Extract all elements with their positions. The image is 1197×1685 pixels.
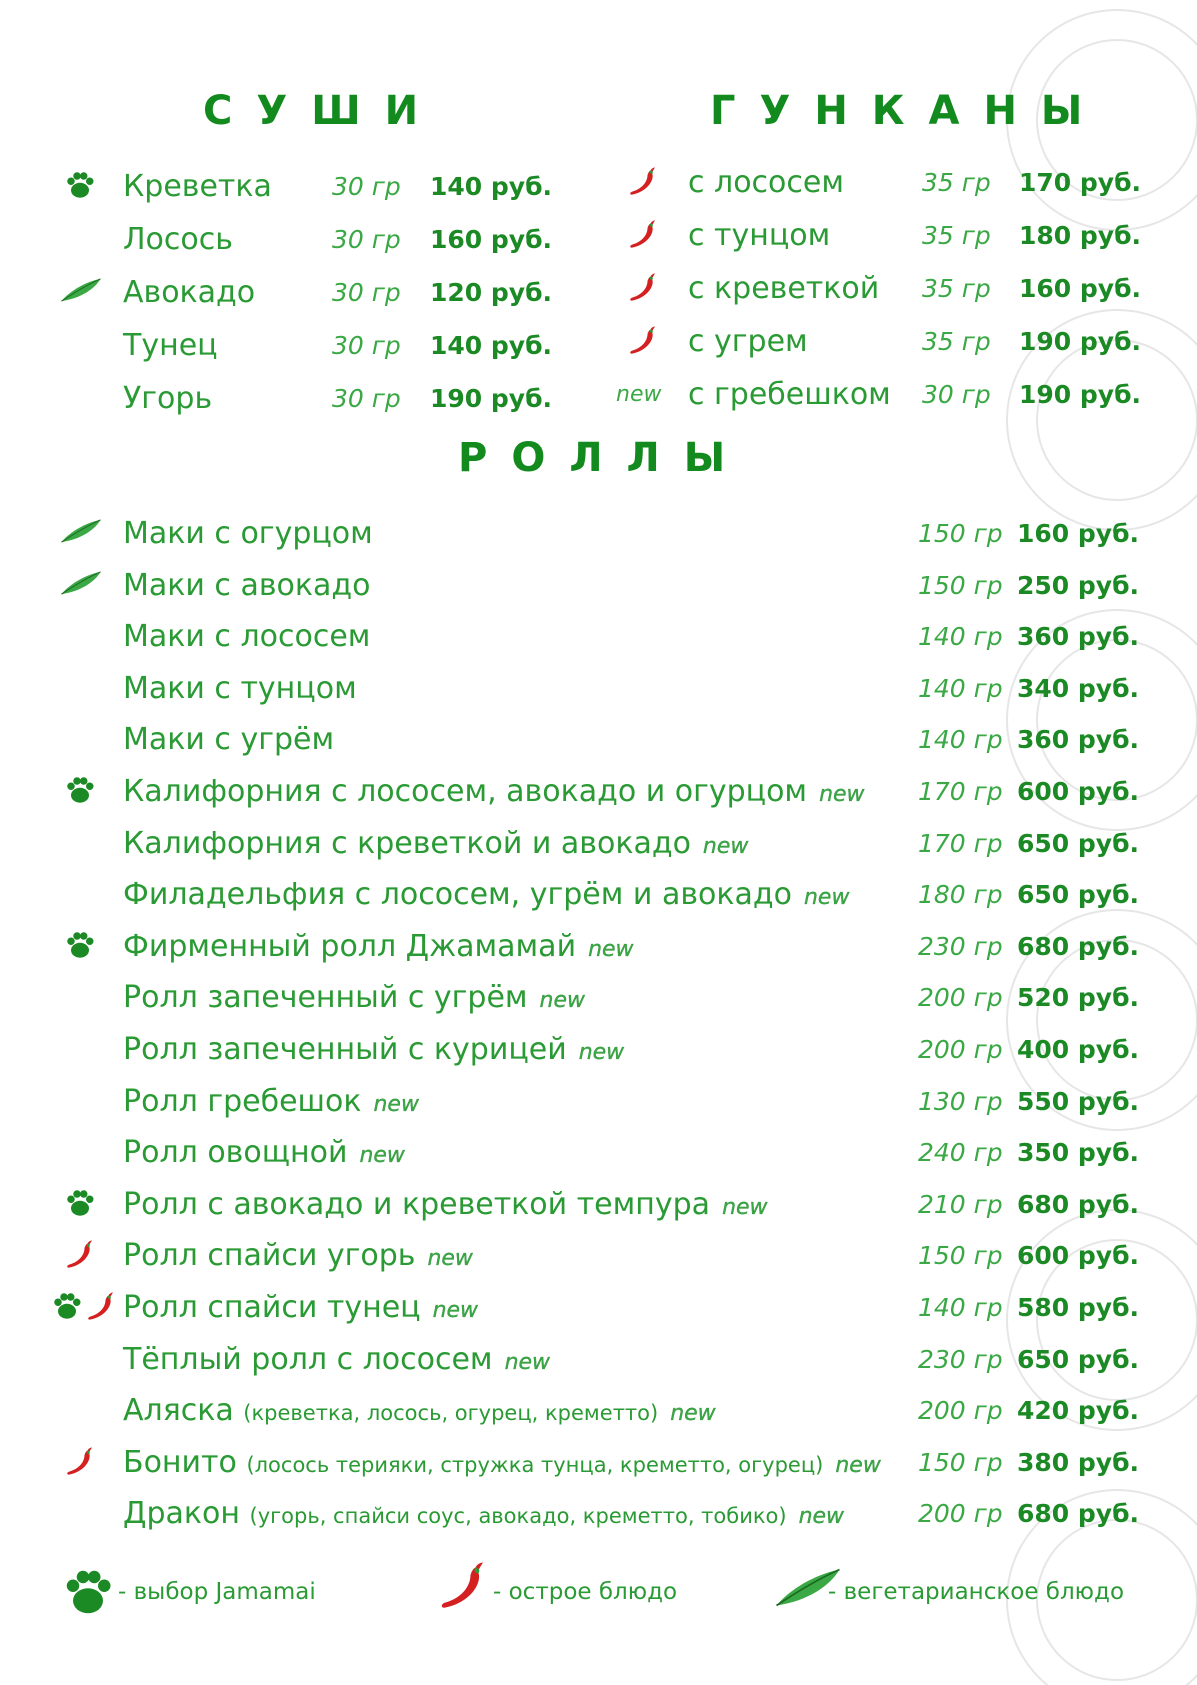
item-weight: 140 гр: [918, 725, 1003, 755]
item-name: с угрем: [688, 324, 808, 359]
item-price: 180 руб.: [1019, 221, 1142, 250]
roll-name: Ролл спайси тунец: [123, 1290, 421, 1325]
new-badge: new: [359, 1143, 405, 1169]
roll-name: Маки с тунцом: [123, 670, 357, 706]
item-price: 650 руб.: [1017, 1344, 1140, 1374]
paw-icon: [65, 930, 99, 964]
roll-name: Калифорния с лососем, авокадо и огурцом: [123, 774, 808, 809]
item-name: [123, 715, 334, 765]
roll-name: Бонито: [123, 1444, 237, 1480]
legend-leaf-label: - вегетарианское блюдо: [828, 1579, 1125, 1605]
item-weight: 230 гр: [918, 1344, 1003, 1374]
roll-name: Ролл запеченный с угрём: [123, 980, 528, 1016]
new-badge: new: [803, 885, 850, 911]
roll-name: Ролл спайси угорь: [123, 1238, 416, 1274]
chili-icon: [86, 1291, 120, 1325]
new-badge: new: [504, 1349, 551, 1375]
roll-name: Ролл с авокадо и креветкой темпура: [123, 1186, 711, 1222]
roll-name: Ролл гребешок: [123, 1083, 362, 1119]
new-badge: new: [432, 1298, 479, 1323]
item-name: [123, 973, 585, 1026]
item-name: [123, 870, 849, 923]
leaf-icon: [60, 569, 94, 603]
heading-sushi: СУШИ: [203, 88, 443, 134]
item-price: 160 руб.: [1019, 274, 1142, 303]
gunkan-item: [0, 317, 1197, 367]
item-price: 160 руб.: [1017, 519, 1140, 548]
item-price: 360 руб.: [1017, 725, 1140, 755]
item-price: 600 руб.: [1017, 1241, 1140, 1271]
item-name: [123, 561, 370, 611]
heading-rolls: РОЛЛЫ: [458, 435, 750, 481]
new-badge: new: [722, 1194, 768, 1220]
new-badge: new: [373, 1091, 419, 1117]
roll-description: (угорь, спайси соус, авокадо, креметто, тобико): [249, 1504, 787, 1529]
item-price: 120 руб.: [430, 278, 553, 307]
item-name: [123, 922, 634, 975]
item-name: [123, 1489, 844, 1542]
roll-name: Маки с огурцом: [123, 516, 373, 551]
item-name: [123, 1180, 768, 1233]
new-badge: new: [578, 1040, 625, 1065]
roll-name: Дракон: [123, 1496, 240, 1532]
item-price: 190 руб.: [430, 384, 553, 413]
item-price: 680 руб.: [1017, 1499, 1140, 1529]
item-name: [123, 1438, 881, 1491]
item-price: 360 руб.: [1017, 622, 1140, 652]
item-weight: 180 гр: [918, 880, 1003, 910]
roll-item: [0, 1283, 1197, 1333]
roll-item: [0, 561, 1197, 611]
gunkan-item: [0, 158, 1197, 208]
item-weight: 140 гр: [918, 1293, 1003, 1322]
roll-item: [0, 715, 1197, 765]
leaf-icon: [60, 517, 94, 551]
roll-name: Фирменный ролл Джамамай: [123, 928, 577, 964]
roll-name: Аляска: [123, 1393, 234, 1429]
new-badge: new: [616, 382, 662, 407]
item-price: 190 руб.: [1019, 380, 1142, 409]
item-name: [123, 1386, 716, 1439]
roll-item: [0, 922, 1197, 972]
roll-item: [0, 664, 1197, 714]
roll-item: [0, 1438, 1197, 1488]
item-name: [123, 1283, 478, 1336]
paw-icon: [65, 1188, 99, 1222]
item-name: [123, 1077, 419, 1130]
item-price: 170 руб.: [1019, 168, 1142, 197]
item-price: 550 руб.: [1017, 1086, 1140, 1116]
item-price: 680 руб.: [1017, 1189, 1140, 1219]
chili-icon: [65, 1446, 99, 1480]
item-weight: 150 гр: [918, 519, 1003, 548]
roll-name: Ролл запеченный с курицей: [123, 1032, 567, 1067]
item-name: с тунцом: [688, 218, 831, 253]
chili-icon: [628, 272, 662, 306]
roll-item: [0, 819, 1197, 869]
item-weight: 200 гр: [918, 1499, 1003, 1529]
roll-name: Ролл овощной: [123, 1135, 348, 1171]
item-name: с лососем: [688, 165, 844, 200]
item-weight: 30 гр: [332, 331, 401, 360]
new-badge: new: [670, 1401, 716, 1427]
roll-description: (креветка, лосось, огурец, креметто): [243, 1401, 659, 1426]
item-name: [123, 664, 357, 714]
item-price: 140 руб.: [430, 172, 553, 201]
item-price: 680 руб.: [1017, 931, 1140, 961]
item-weight: 35 гр: [922, 327, 991, 356]
new-badge: new: [819, 782, 865, 807]
roll-description: (лосось терияки, стружка тунца, креметто, огурец): [246, 1452, 824, 1477]
roll-name: Тёплый ролл с лососем: [123, 1341, 493, 1377]
roll-name: Калифорния с креветкой и авокадо: [123, 825, 691, 861]
chili-icon: [65, 1239, 99, 1273]
item-weight: 170 гр: [918, 828, 1003, 858]
item-weight: 150 гр: [918, 570, 1003, 600]
item-price: 600 руб.: [1017, 777, 1140, 806]
item-name: Креветка: [123, 169, 272, 204]
item-weight: 200 гр: [918, 1396, 1003, 1426]
item-price: 350 руб.: [1017, 1138, 1140, 1168]
item-weight: 30 гр: [922, 380, 991, 409]
item-name: с креветкой: [688, 271, 880, 306]
roll-item: [0, 1025, 1197, 1075]
chili-icon: [438, 1560, 488, 1615]
item-name: [123, 1335, 550, 1388]
gunkan-item: [0, 211, 1197, 261]
item-name: [123, 1128, 405, 1181]
item-name: [123, 612, 370, 662]
roll-item: [0, 1386, 1197, 1436]
item-weight: 170 гр: [918, 777, 1003, 806]
item-name: [123, 767, 865, 820]
item-weight: 130 гр: [918, 1086, 1003, 1116]
new-badge: new: [539, 988, 586, 1014]
roll-name: Маки с угрём: [123, 722, 335, 758]
gunkan-item: [0, 264, 1197, 314]
item-weight: 140 гр: [918, 673, 1003, 703]
new-badge: new: [702, 833, 749, 859]
item-name: Лосось: [123, 222, 233, 257]
item-weight: 240 гр: [918, 1138, 1003, 1168]
item-weight: 210 гр: [918, 1189, 1003, 1219]
roll-item: [0, 870, 1197, 920]
roll-name: Филадельфия с лососем, угрём и авокадо: [123, 877, 792, 913]
item-name: Тунец: [123, 328, 218, 363]
roll-name: Маки с авокадо: [123, 567, 371, 603]
item-weight: 30 гр: [332, 384, 401, 413]
item-price: 650 руб.: [1017, 880, 1140, 910]
item-weight: 200 гр: [918, 1035, 1003, 1064]
chili-icon: [628, 325, 662, 359]
roll-item: [0, 1335, 1197, 1385]
paw-icon: [65, 775, 99, 809]
item-price: 190 руб.: [1019, 327, 1142, 356]
item-name: [123, 1231, 473, 1284]
item-weight: 200 гр: [918, 983, 1003, 1013]
item-weight: 140 гр: [918, 622, 1003, 652]
roll-item: [0, 767, 1197, 817]
item-name: Угорь: [123, 381, 213, 416]
roll-name: Маки с лососем: [123, 619, 371, 655]
item-name: [123, 509, 373, 559]
roll-item: [0, 1231, 1197, 1281]
item-name: [123, 1025, 624, 1078]
item-weight: 30 гр: [332, 225, 401, 254]
roll-item: [0, 1077, 1197, 1127]
legend-chili-label: - острое блюдо: [493, 1579, 678, 1605]
heading-gunkans: ГУНКАНЫ: [710, 88, 1107, 134]
item-price: 520 руб.: [1017, 983, 1140, 1013]
item-price: 250 руб.: [1017, 570, 1140, 600]
item-name: Авокадо: [123, 275, 256, 310]
item-weight: 35 гр: [922, 274, 991, 303]
item-price: 340 руб.: [1017, 673, 1140, 703]
item-price: 650 руб.: [1017, 828, 1140, 858]
chili-icon: [628, 219, 662, 253]
roll-item: [0, 1180, 1197, 1230]
item-price: 420 руб.: [1017, 1396, 1140, 1426]
item-weight: 30 гр: [332, 278, 401, 307]
item-weight: 150 гр: [918, 1447, 1003, 1477]
item-price: 580 руб.: [1017, 1293, 1140, 1322]
gunkan-item: [0, 370, 1197, 420]
roll-item: [0, 1489, 1197, 1539]
item-weight: 150 гр: [918, 1241, 1003, 1271]
chili-icon: [628, 166, 662, 200]
item-price: 400 руб.: [1017, 1035, 1140, 1064]
paw-icon: [63, 1567, 113, 1617]
item-price: 380 руб.: [1017, 1447, 1140, 1477]
item-weight: 230 гр: [918, 931, 1003, 961]
roll-item: [0, 612, 1197, 662]
item-price: 160 руб.: [430, 225, 553, 254]
paw-icon: [52, 1291, 86, 1325]
item-price: 140 руб.: [430, 331, 553, 360]
roll-item: [0, 1128, 1197, 1178]
item-weight: 35 гр: [922, 168, 991, 197]
legend-paw-label: - выбор Jamamai: [118, 1579, 316, 1605]
item-weight: 30 гр: [332, 172, 401, 201]
roll-item: [0, 973, 1197, 1023]
roll-item: [0, 509, 1197, 559]
new-badge: new: [588, 936, 634, 962]
item-weight: 35 гр: [922, 221, 991, 250]
new-badge: new: [798, 1504, 845, 1530]
new-badge: new: [427, 1246, 473, 1272]
item-name: с гребешком: [688, 377, 891, 412]
item-name: [123, 819, 748, 872]
new-badge: new: [835, 1452, 881, 1478]
